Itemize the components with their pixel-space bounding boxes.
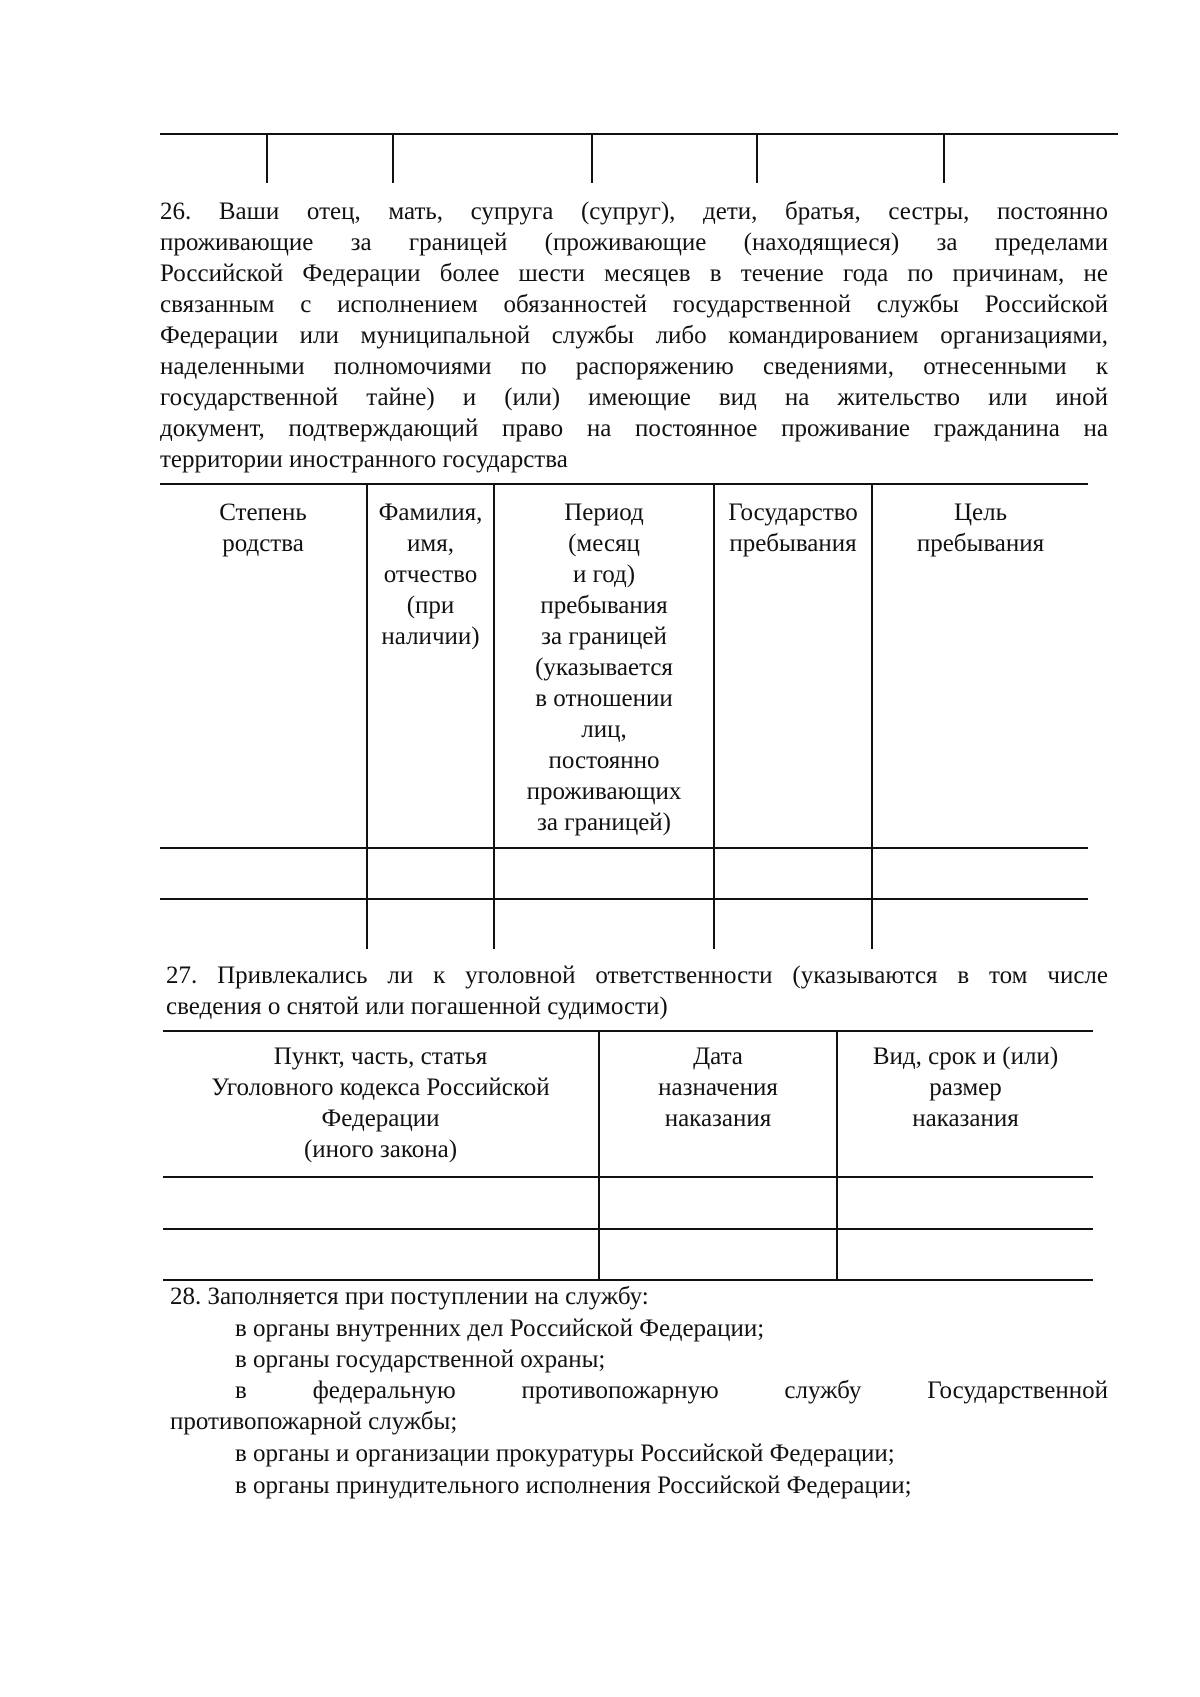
- paragraph-line: Федерации или муниципальной службы либо командированием организациями,: [160, 322, 1108, 349]
- column-header: Вид, срок и (или) размер наказания: [872, 1043, 1059, 1132]
- table-border: [943, 133, 945, 183]
- list-item: в органы и организации прокуратуры Российской Федерации;: [235, 1440, 895, 1467]
- paragraph-line: территории иностранного государства: [160, 446, 568, 473]
- paragraph-line: государственной тайне) и (или) имеющие вид на жительство или иной: [160, 384, 1108, 411]
- list-item: в федеральную противопожарную службу Государственной: [235, 1377, 1108, 1404]
- paragraph-line: наделенными полномочиями по распоряжению сведениями, отнесенными к: [160, 353, 1108, 380]
- table-border: [392, 133, 394, 183]
- paragraph-line: проживающие за границей (проживающие (находящиеся) за пределами: [160, 229, 1108, 256]
- paragraph-line: сведения о снятой или погашенной судимости): [166, 993, 668, 1020]
- table-border: [160, 133, 1118, 135]
- table-border: [163, 1176, 1093, 1178]
- table-border: [266, 133, 268, 183]
- section-title: 28. Заполняется при поступлении на службу:: [170, 1283, 649, 1310]
- paragraph-line: Российской Федерации более шести месяцев в течение года по причинам, не: [160, 260, 1108, 287]
- column-header: Дата назначения наказания: [658, 1043, 778, 1132]
- column-header: Цель пребывания: [916, 499, 1045, 557]
- column-header: Государство пребывания: [728, 499, 858, 557]
- list-item-continuation: противопожарной службы;: [170, 1408, 458, 1435]
- list-item: в органы принудительного исполнения Российской Федерации;: [235, 1472, 912, 1499]
- paragraph-line: документ, подтверждающий право на постоянное проживание гражданина на: [160, 415, 1108, 442]
- paragraph-line: связанным с исполнением обязанностей государственной службы Российской: [160, 291, 1108, 318]
- paragraph-line: 27. Привлекались ли к уголовной ответственности (указываются в том числе: [166, 962, 1108, 989]
- table-border: [163, 1228, 1093, 1230]
- table-border: [163, 1030, 1093, 1032]
- table-border: [591, 133, 593, 183]
- table-border: [160, 483, 1088, 485]
- column-header: Фамилия, имя, отчество (при наличии): [378, 499, 483, 650]
- paragraph-line: 26. Ваши отец, мать, супруга (супруг), дети, братья, сестры, постоянно: [160, 198, 1108, 225]
- column-header: Период (месяц и год) пребывания за границей (указывается в отношении лиц, постоянно проживающих за границей): [526, 499, 682, 836]
- list-item: в органы внутренних дел Российской Федерации;: [235, 1315, 765, 1342]
- list-item: в органы государственной охраны;: [235, 1346, 606, 1373]
- table-border: [160, 847, 1088, 849]
- table-border: [160, 898, 1088, 900]
- column-header: Пункт, часть, статья Уголовного кодекса Российской Федерации (иного закона): [211, 1043, 550, 1163]
- table-border: [756, 133, 758, 183]
- column-header: Степень родства: [219, 499, 307, 557]
